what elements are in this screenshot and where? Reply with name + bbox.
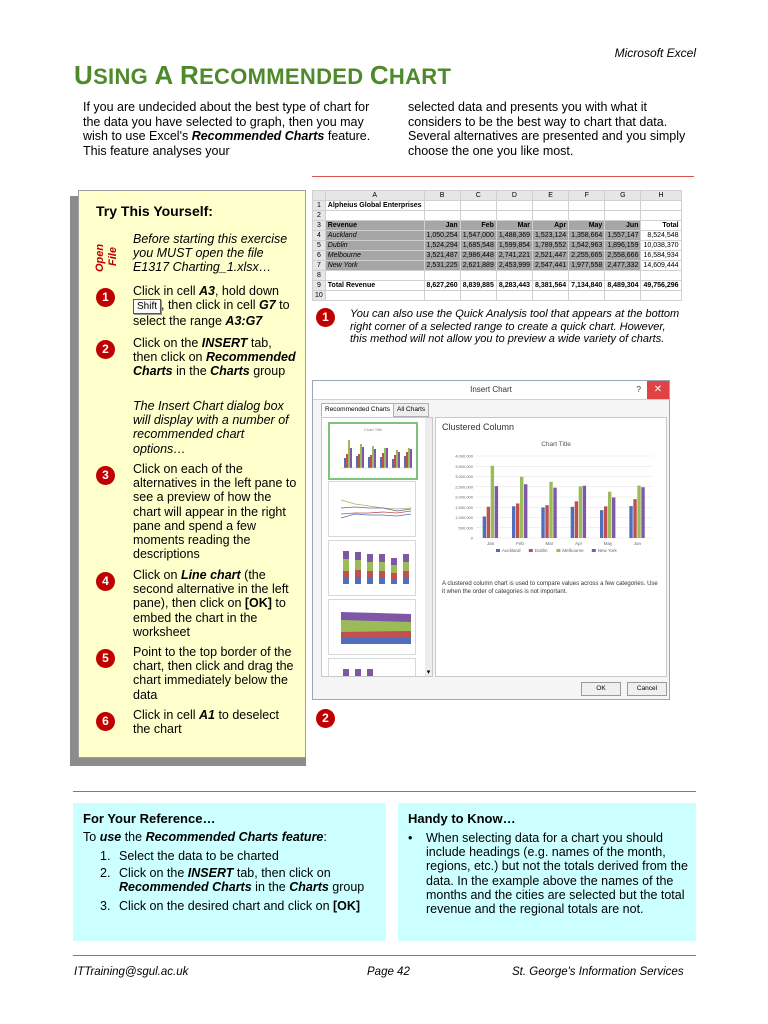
ok-button[interactable]: OK xyxy=(581,682,621,696)
line-thumb-graphic xyxy=(329,482,415,536)
y-tick-label: 2,500,000 xyxy=(455,484,473,490)
table-cell: New York xyxy=(325,261,424,271)
table-cell: 2,255,665 xyxy=(569,251,605,261)
table-cell xyxy=(569,201,605,211)
row-header: 7 xyxy=(313,261,326,271)
table-cell: 2,621,889 xyxy=(460,261,496,271)
table-cell: 1,488,369 xyxy=(496,231,532,241)
y-tick-label: 0 xyxy=(470,535,473,541)
try-title: Try This Yourself: xyxy=(96,203,213,219)
table-cell: 1,685,548 xyxy=(460,241,496,251)
dialog-title: Insert Chart xyxy=(313,381,669,400)
running-header: Microsoft Excel xyxy=(614,46,696,60)
callout-2-number: 2 xyxy=(316,709,335,728)
reference-item-1-number: 1. xyxy=(100,849,111,863)
table-cell xyxy=(424,201,460,211)
table-cell xyxy=(533,201,569,211)
stacked-column-thumb-graphic xyxy=(329,541,415,595)
bar xyxy=(604,506,607,538)
table-cell: Mar xyxy=(496,221,532,231)
table-cell: 8,381,564 xyxy=(533,281,569,291)
row-header: 8 xyxy=(313,271,326,281)
legend-swatch xyxy=(529,549,533,552)
table-cell: Total xyxy=(641,221,681,231)
step-4-number: 4 xyxy=(96,572,115,591)
row-header: 10 xyxy=(313,291,326,301)
table-cell xyxy=(460,271,496,281)
table-cell: Jan xyxy=(424,221,460,231)
table-cell: Feb xyxy=(460,221,496,231)
table-cell xyxy=(641,201,681,211)
stacked-area-thumb-graphic xyxy=(329,600,415,654)
step-5-number: 5 xyxy=(96,649,115,668)
thumbnail-100-column[interactable] xyxy=(328,658,416,677)
bar xyxy=(541,507,544,538)
spreadsheet-table xyxy=(312,190,682,301)
table-cell: Melbourne xyxy=(325,251,424,261)
table-cell: Total Revenue xyxy=(325,281,424,291)
bar xyxy=(600,510,603,538)
step-4-text: Click on Line chart (the second alternative in the left pane), then click on [OK] to embed the chart in the worksheet xyxy=(133,568,289,639)
step-1-number: 1 xyxy=(96,288,115,307)
legend-swatch xyxy=(556,549,560,552)
table-cell: 1,789,552 xyxy=(533,241,569,251)
table-row xyxy=(313,241,682,251)
table-row xyxy=(313,251,682,261)
table-cell: Alpheius Global Enterprises xyxy=(325,201,424,211)
column-100-thumb-graphic xyxy=(329,659,415,677)
chart-thumbnail-pane xyxy=(321,417,433,677)
table-cell xyxy=(496,211,532,221)
table-cell xyxy=(641,291,681,301)
preview-heading: Clustered Column xyxy=(442,422,515,432)
column-header: B xyxy=(424,191,460,201)
x-tick-label: Jun xyxy=(633,541,641,546)
callout-1-number: 1 xyxy=(316,308,335,327)
scroll-down-icon[interactable]: ▾ xyxy=(426,669,431,676)
table-cell: 8,489,304 xyxy=(605,281,641,291)
open-file-label: Open File xyxy=(94,243,119,272)
bar xyxy=(575,501,578,538)
table-cell: 2,531,225 xyxy=(424,261,460,271)
step-note: The Insert Chart dialog box will display with a number of recommended chart options… xyxy=(133,399,289,456)
open-file-text: Before starting this exercise you MUST open the file E1317 Charting_1.xlsx… xyxy=(133,232,288,275)
clustered-column-thumb-graphic xyxy=(330,424,416,478)
table-cell: 8,524,548 xyxy=(641,231,681,241)
chart-title: Chart Title xyxy=(541,441,571,448)
insert-chart-dialog xyxy=(312,380,670,700)
tab-recommended-charts[interactable]: Recommended Charts xyxy=(321,403,394,417)
table-cell: May xyxy=(569,221,605,231)
bar xyxy=(512,506,515,538)
spreadsheet-screenshot xyxy=(312,190,679,300)
x-tick-label: Mar xyxy=(545,541,554,546)
table-cell xyxy=(424,291,460,301)
table-cell: 1,358,664 xyxy=(569,231,605,241)
table-cell: 8,283,443 xyxy=(496,281,532,291)
callout-1-text: You can also use the Quick Analysis tool that appears at the bottom right corner of a selected range to create a quick chart. However, this method will not allow you to preview a wide variety of charts. xyxy=(350,308,680,345)
table-cell: 1,977,558 xyxy=(569,261,605,271)
table-cell xyxy=(424,211,460,221)
table-cell: 2,986,448 xyxy=(460,251,496,261)
column-header: H xyxy=(641,191,681,201)
table-cell: Apr xyxy=(533,221,569,231)
footer-email: ITTraining@sgul.ac.uk xyxy=(74,966,189,978)
table-row xyxy=(313,231,682,241)
table-cell xyxy=(569,291,605,301)
legend-label: Dublin xyxy=(534,548,548,553)
y-tick-label: 2,000,000 xyxy=(455,494,473,500)
table-cell xyxy=(496,201,532,211)
bar xyxy=(608,492,611,538)
table-row xyxy=(313,281,682,291)
reference-item-3: Click on the desired chart and click on [OK] xyxy=(119,899,361,913)
table-cell xyxy=(496,271,532,281)
table-cell xyxy=(533,291,569,301)
table-cell: 16,584,934 xyxy=(641,251,681,261)
table-cell: 2,741,221 xyxy=(496,251,532,261)
table-cell: 1,896,159 xyxy=(605,241,641,251)
table-cell: 1,547,000 xyxy=(460,231,496,241)
thumbnail-scrollbar[interactable] xyxy=(425,418,432,676)
table-cell xyxy=(605,271,641,281)
table-cell xyxy=(605,201,641,211)
cancel-button[interactable]: Cancel xyxy=(627,682,667,696)
reference-item-2: Click on the INSERT tab, then click on Recommended Charts in the Charts group xyxy=(119,866,365,895)
bar xyxy=(516,503,519,538)
reference-item-3-number: 3. xyxy=(100,899,111,913)
table-cell: 1,524,294 xyxy=(424,241,460,251)
table-cell xyxy=(325,271,424,281)
row-header: 3 xyxy=(313,221,326,231)
table-cell xyxy=(496,291,532,301)
handy-box xyxy=(398,803,696,941)
row-header: 1 xyxy=(313,201,326,211)
legend-label: Melbourne xyxy=(562,548,584,553)
table-cell: 2,453,999 xyxy=(496,261,532,271)
step-2-number: 2 xyxy=(96,340,115,359)
close-icon[interactable]: ✕ xyxy=(647,381,669,399)
bar xyxy=(524,484,527,538)
table-cell: 1,050,254 xyxy=(424,231,460,241)
divider-bottom xyxy=(73,791,696,792)
row-header: 6 xyxy=(313,251,326,261)
table-cell xyxy=(424,271,460,281)
bar xyxy=(612,497,615,538)
table-cell: 7,134,840 xyxy=(569,281,605,291)
reference-item-1: Select the data to be charted xyxy=(119,849,279,863)
bar xyxy=(495,486,498,538)
table-cell: 2,477,332 xyxy=(605,261,641,271)
table-cell: 8,627,260 xyxy=(424,281,460,291)
reference-item-2-number: 2. xyxy=(100,866,111,880)
table-cell: 2,547,441 xyxy=(533,261,569,271)
divider-footer xyxy=(73,955,696,956)
table-cell: 2,521,447 xyxy=(533,251,569,261)
table-row xyxy=(313,221,682,231)
column-header: C xyxy=(460,191,496,201)
bar xyxy=(545,505,548,538)
step-1-text: Click in cell A3, hold down Shift , then click in cell G7 to select the range A3:G7 xyxy=(133,284,290,329)
page-title: USING A RECOMMENDED CHART xyxy=(74,60,452,90)
table-cell xyxy=(460,291,496,301)
footer-org: St. George's Information Services xyxy=(512,966,684,978)
table-cell: 8,839,885 xyxy=(460,281,496,291)
step-2-text: Click on the INSERT tab, then click on Recommended Charts in the Charts group xyxy=(133,336,296,379)
table-cell: 49,756,296 xyxy=(641,281,681,291)
step-3-number: 3 xyxy=(96,466,115,485)
reference-intro: To use the Recommended Charts feature: xyxy=(83,830,327,844)
table-row xyxy=(313,291,682,301)
table-row xyxy=(313,211,682,221)
bar xyxy=(629,506,632,538)
legend-swatch xyxy=(592,549,596,552)
thumb-title: Chart Title xyxy=(363,427,383,432)
table-cell: 2,558,666 xyxy=(605,251,641,261)
table-cell xyxy=(533,211,569,221)
table-cell: 1,557,147 xyxy=(605,231,641,241)
bar xyxy=(641,487,644,538)
table-cell xyxy=(569,211,605,221)
bar xyxy=(571,507,574,538)
preview-chart xyxy=(440,436,662,576)
column-header: G xyxy=(605,191,641,201)
y-tick-label: 4,000,000 xyxy=(455,453,473,459)
reference-title: For Your Reference… xyxy=(83,811,216,826)
row-header: 4 xyxy=(313,231,326,241)
table-cell xyxy=(325,291,424,301)
reference-box xyxy=(73,803,386,941)
chart-preview-pane xyxy=(435,417,667,677)
legend-label: New York xyxy=(597,548,617,553)
bar xyxy=(491,466,494,538)
handy-title: Handy to Know… xyxy=(408,811,516,826)
table-cell xyxy=(460,201,496,211)
table-cell xyxy=(605,291,641,301)
bar xyxy=(483,516,486,538)
bar xyxy=(487,507,490,538)
table-cell xyxy=(641,271,681,281)
table-cell xyxy=(605,211,641,221)
table-cell: 3,521,487 xyxy=(424,251,460,261)
step-3-text: Click on each of the alternatives in the left pane to see a preview of how the chart will appear in the right pane and spend a few moments reading the descriptions xyxy=(133,462,297,562)
bar xyxy=(637,486,640,538)
legend-label: Auckland xyxy=(502,548,521,553)
column-header xyxy=(313,191,326,201)
table-cell: 1,599,854 xyxy=(496,241,532,251)
handy-text: When selecting data for a chart you should include headings (e.g. names of the month, regions, etc.) but not the totals derived from the data. In the example above the names of the months and the cities are selected but the total revenue and the regional totals are not. xyxy=(426,831,688,917)
y-tick-label: 3,000,000 xyxy=(455,474,473,479)
table-row xyxy=(313,261,682,271)
table-cell xyxy=(460,211,496,221)
chart-description: A clustered column chart is used to compare values across a few categories. Use it when the order of categories is not important. xyxy=(442,581,658,595)
step-6-number: 6 xyxy=(96,712,115,731)
thumbnail-line[interactable] xyxy=(328,481,416,537)
table-cell xyxy=(569,271,605,281)
x-tick-label: Jan xyxy=(487,541,495,546)
bar xyxy=(549,482,552,538)
table-row xyxy=(313,201,682,211)
bar xyxy=(583,486,586,538)
column-header: E xyxy=(533,191,569,201)
y-tick-label: 3,500,000 xyxy=(455,463,473,469)
thumbnail-stacked-column[interactable] xyxy=(328,540,416,596)
table-cell xyxy=(641,211,681,221)
table-cell: Jun xyxy=(605,221,641,231)
column-header-row xyxy=(313,191,682,201)
table-cell: Auckland xyxy=(325,231,424,241)
bullet-icon: • xyxy=(408,831,413,845)
column-header: D xyxy=(496,191,532,201)
x-tick-label: May xyxy=(603,541,613,546)
table-cell xyxy=(325,211,424,221)
row-header: 2 xyxy=(313,211,326,221)
table-cell xyxy=(533,271,569,281)
bar xyxy=(579,486,582,538)
tab-all-charts[interactable]: All Charts xyxy=(393,403,429,417)
column-header: A xyxy=(325,191,424,201)
step-5-text: Point to the top border of the chart, then click and drag the chart immediately below the data xyxy=(133,645,294,702)
y-tick-label: 1,000,000 xyxy=(455,515,473,520)
bar xyxy=(633,499,636,538)
row-header: 5 xyxy=(313,241,326,251)
intro-column-2: selected data and presents you with what it considers to be the best way to chart that data. Several alternatives are presented and you simply choose the one you like most. xyxy=(408,100,686,158)
row-header: 9 xyxy=(313,281,326,291)
column-header: F xyxy=(569,191,605,201)
bar xyxy=(553,488,556,538)
x-tick-label: Apr xyxy=(575,541,583,546)
step-6-text: Click in cell A1 to deselect the chart xyxy=(133,708,279,737)
table-cell: 14,609,444 xyxy=(641,261,681,271)
help-icon[interactable]: ? xyxy=(636,385,641,394)
y-tick-label: 500,000 xyxy=(458,525,473,531)
table-cell: 10,038,370 xyxy=(641,241,681,251)
x-tick-label: Feb xyxy=(516,541,524,546)
footer-page: Page 42 xyxy=(367,966,410,978)
thumbnail-stacked-area[interactable] xyxy=(328,599,416,655)
y-tick-label: 1,500,000 xyxy=(455,504,473,510)
intro-column-1: If you are undecided about the best type of chart for the data you have selected to graph, then you may wish to use Excel's Recommended Charts feature. This feature analyses your xyxy=(83,100,371,158)
legend-swatch xyxy=(496,549,500,552)
table-cell: 1,542,963 xyxy=(569,241,605,251)
table-cell: 1,523,124 xyxy=(533,231,569,241)
bar xyxy=(520,477,523,538)
table-cell: Revenue xyxy=(325,221,424,231)
thumbnail-clustered-column[interactable] xyxy=(328,422,418,480)
table-row xyxy=(313,271,682,281)
table-cell: Dublin xyxy=(325,241,424,251)
divider-top xyxy=(312,176,694,177)
shift-key-icon: Shift xyxy=(133,299,161,314)
